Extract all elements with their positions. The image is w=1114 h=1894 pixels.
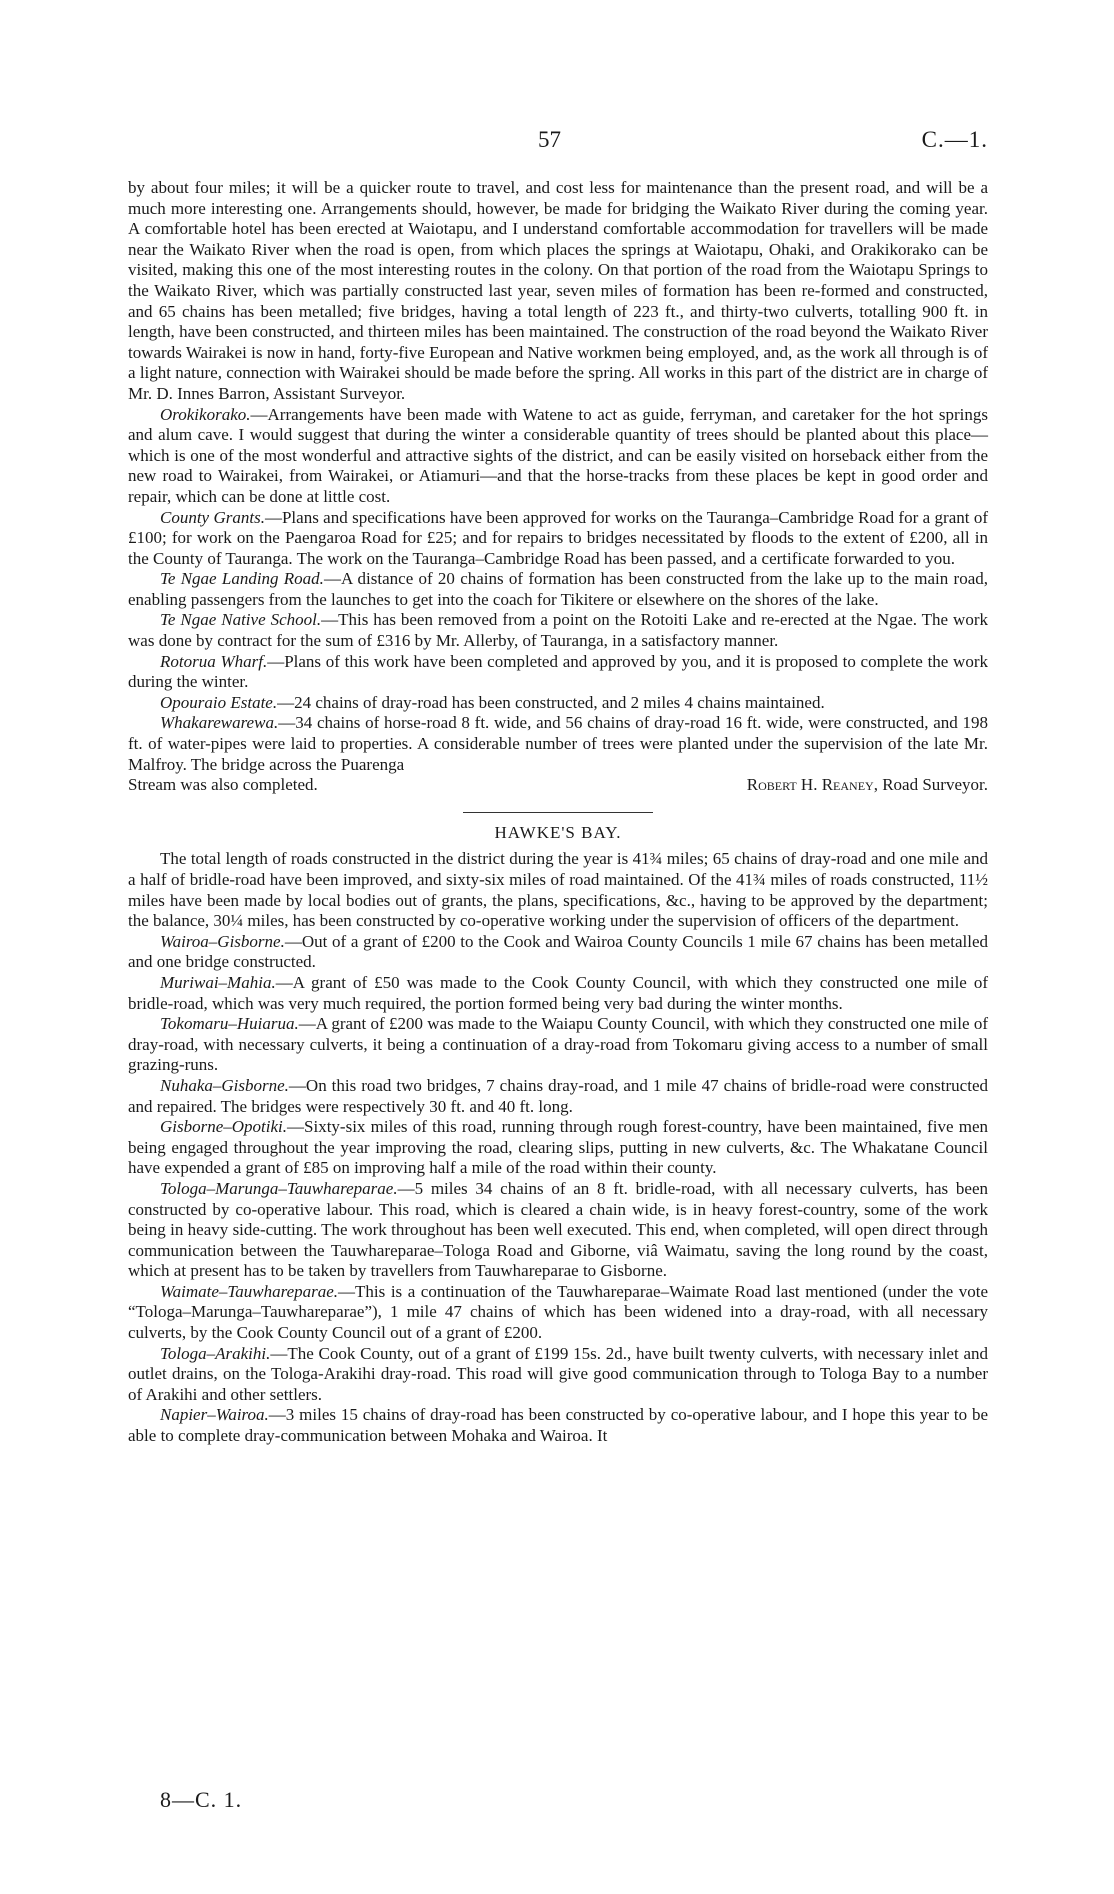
signature-name: Robert H. Reaney [746,775,874,795]
entry-napier-wairoa [128,1405,988,1446]
entry-text: —This is a continuation of the Tauwhareparae–Waimate Road last mentioned (under the vote “Tologa–Marunga–Tauwhareparae”), 1 mile 47 chains of which has been widened into a dray-road, with all necessary culverts, by the Cook County Council out of a grant of £200. [128,1281,988,1343]
entry-heading: Orokikorako. [160,404,251,424]
entry-text: —Arrangements have been made with Watene to act as guide, ferryman, and caretaker for the hot springs and alum cave. I would suggest that during the winter a considerable quantity of trees should be planted about this place—which is one of the most wonderful and attractive sights of the district, and can be easily visited on horseback either from the new road to Wairakei, from Wairakei, or Atiamuri—and that the horse-tracks from these places be kept in good order and repair, which can be done at little cost. [128,404,988,506]
entry-muriwai-mahia [128,973,988,1014]
entry-text: —Plans of this work have been completed and approved by you, and it is proposed to complete the work during the winter. [128,651,988,692]
entry-heading: Tologa–Marunga–Tauwhareparae. [160,1178,398,1198]
entry-tologa-arakihi [128,1344,988,1406]
entry-text: —Plans and specifications have been approved for works on the Tauranga–Cambridge Road for a grant of £100; for work on the Paengaroa Road for £25; and for repairs to bridges necessitated by floods to the extent of £200, all in the County of Tauranga. The work on the Tauranga–Cambridge Road has been passed, and a certificate forwarded to you. [128,507,989,568]
entry-text: —Sixty-six miles of this road, running through rough forest-country, have been maintained, five men being engaged throughout the year improving the road, clearing slips, putting in new culverts, &c. The Whakatane Council have expended a grant of £85 on improving half a mile of the road within their county. [128,1117,988,1178]
document-body [128,178,988,1447]
entry-text: —24 chains of dray-road has been constructed, and 2 miles 4 chains maintained. [277,692,825,712]
entry-last-line: Stream was also completed. [128,775,318,795]
entry-text: —A grant of £50 was made to the Cook County Council, with which they constructed one mile of bridle-road, which was very much required, the portion formed being very bad during the winter months. [128,972,988,1013]
entry-heading: Rotorua Wharf. [160,651,268,671]
entry-text: —A grant of £200 was made to the Waiapu County Council, with which they constructed one mile of dray-road, with necessary culverts, it being a continuation of a dray-road from Tokomaru giving access to a number of small grazing-runs. [128,1014,988,1075]
entry-whakarewarewa [128,713,988,775]
entry-text: —34 chains of horse-road 8 ft. wide, and 56 chains of dray-road 16 ft. wide, were constructed, and 198 ft. of water-pipes were laid to properties. A considerable number of trees were planted under the supervision of the late Mr. Malfroy. The bridge across the Puarenga [128,713,988,774]
entry-text: —3 miles 15 chains of dray-road has been constructed by co-operative labour, and I hope this year to be able to complete dray-communication between Mohaka and Wairoa. It [128,1405,988,1446]
entry-heading: Waimate–Tauwhareparae. [160,1281,339,1301]
entry-heading: Tokomaru–Huiarua. [160,1014,299,1034]
entry-text: —5 miles 34 chains of an 8 ft. bridle-road, with all necessary culverts, has been constructed by co-operative labour. This road, which is cleared a chain wide, is in heavy forest-country, some of the work being in heavy side-cutting. The work throughout has been well executed. This end, when completed, will open direct through communication between the Tauwhareparae–Tologa Road and Giborne, viâ Waimatu, saving the long round by the coast, which at present has to be taken by travellers from Tauwhareparae to Gisborne. [128,1178,988,1281]
printer-signature-mark: 8—C. 1. [160,1787,243,1812]
entry-heading: Muriwai–Mahia. [160,972,276,992]
document-reference: C.—1. [921,127,988,152]
entry-heading: County Grants. [160,507,265,527]
entry-te-ngae-landing-road [128,569,988,610]
entry-text: —This has been removed from a point on the Rotoiti Lake and re-erected at the Ngae. The work was done by contract for the sum of £316 by Mr. Allerby, of Tauranga, in a satisfactory manner. [128,610,988,651]
entry-wairoa-gisborne [128,932,988,973]
entry-heading: Te Ngae Native School. [160,610,322,630]
entry-nuhaka-gisborne [128,1076,988,1117]
entry-te-ngae-native-school [128,610,988,651]
entry-text: —Out of a grant of £200 to the Cook and Wairoa County Councils 1 mile 67 chains has been metalled and one bridge constructed. [128,931,988,972]
entry-gisborne-opotiki [128,1117,988,1179]
entry-text: —The Cook County, out of a grant of £199 15s. 2d., have built twenty culverts, with necessary inlet and outlet drains, on the Tologa-Arakihi dray-road. This road will give good communication through to Tologa Bay to a number of Arakihi and other settlers. [128,1343,988,1404]
entry-heading: Whakarewarewa. [160,713,279,733]
entry-heading: Opouraio Estate. [160,692,278,712]
entry-rotorua-wharf [128,652,988,693]
entry-county-grants [128,508,988,570]
entry-heading: Tologa–Arakihi. [160,1343,271,1363]
page-header [128,127,988,157]
entry-heading: Nuhaka–Gisborne. [160,1075,289,1095]
entry-tokomaru-huiarua [128,1014,988,1076]
signature-title: , Road Surveyor. [873,775,988,795]
entry-text: —On this road two bridges, 7 chains dray-road, and 1 mile 47 chains of bridle-road were constructed and repaired. The bridges were respectively 30 ft. and 40 ft. long. [128,1075,988,1116]
section-intro: The total length of roads constructed in the district during the year is 41¾ miles; 65 chains of dray-road and one mile and a half of bridle-road have been improved, and sixty-six miles of road maintained. Of the 41¾ miles of roads constructed, 11½ miles have been made by local bodies out of grants, the plans, specifications, &c., having to be approved by the department; the balance, 30¼ miles, has been constructed by co-operative working under the supervision of officers of the department. [128,849,988,931]
entry-orokikorako [128,405,988,508]
entry-heading: Wairoa–Gisborne. [160,931,285,951]
entry-heading: Napier–Wairoa. [160,1405,269,1425]
entry-heading: Te Ngae Landing Road. [160,569,324,589]
signature-line [128,775,988,796]
entry-opouraio-estate [128,693,988,714]
section-divider [463,812,653,813]
section-title: HAWKE'S BAY. [494,822,622,842]
paragraph-continued: by about four miles; it will be a quicker route to travel, and cost less for maintenance than the present road, and will be a much more interesting one. Arrangements should, however, be made for bridging the Waikato River during the coming year. A comfortable hotel has been erected at Waiotapu, and I understand comfortable accommodation for travellers will be made near the Waikato River when the road is open, from which places the springs at Waiotapu, Ohaki, and Orakikorako can be visited, making this one of the most interesting routes in the colony. On that portion of the road from the Waiotapu Springs to the Waikato River, which was partially constructed last year, seven miles of formation has been re-formed and constructed, and 65 chains has been metalled; five bridges, having a total length of 223 ft., and thirty-two culverts, totalling 900 ft. in length, have been constructed, and thirteen miles has been maintained. The construction of the road beyond the Waikato River towards Wairakei is now in hand, forty-five European and Native workmen being employed, and, as the work all through is of a light nature, connection with Wairakei should be made before the spring. All works in this part of the district are in charge of Mr. D. Innes Barron, Assistant Surveyor. [128,178,988,403]
page-number: 57 [538,127,561,152]
entry-tologa-marunga-tauwhareparae [128,1179,988,1282]
entry-text: —A distance of 20 chains of formation has been constructed from the lake up to the main road, enabling passengers from the launches to get into the coach for Tikitere or elsewhere on the shores of the lake. [128,569,988,609]
signature [747,775,988,796]
entry-waimate-tauwhareparae [128,1282,988,1344]
entry-heading: Gisborne–Opotiki. [160,1117,288,1137]
